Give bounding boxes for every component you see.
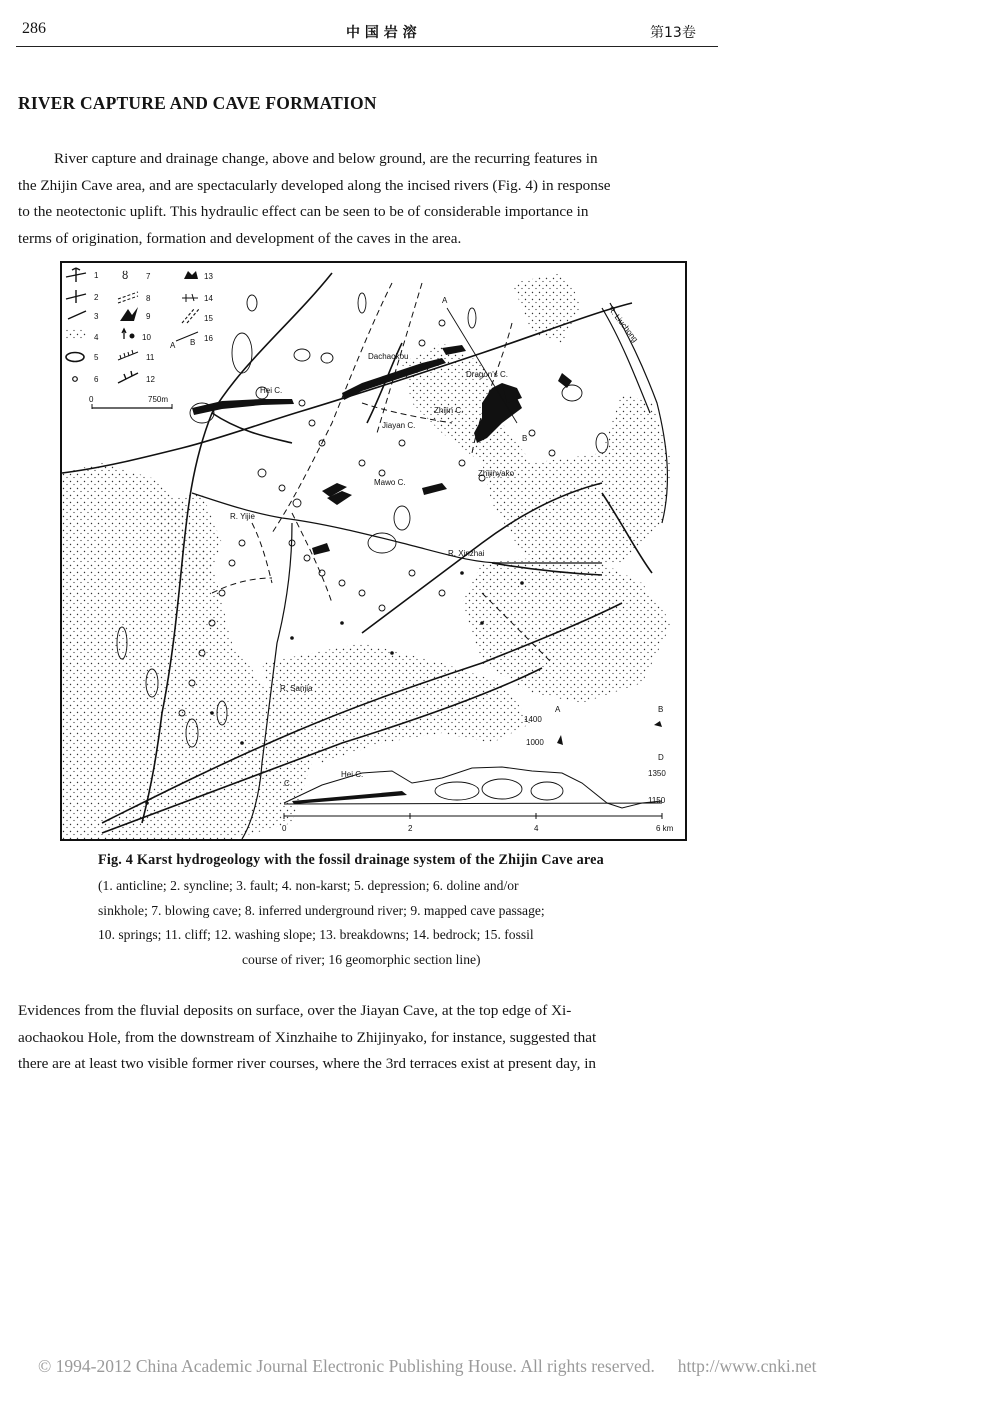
legend-washing-slope-symbol	[118, 371, 138, 383]
label-zhijin-cave: Zhijin C.	[434, 406, 464, 415]
scale-bar	[89, 395, 172, 409]
label-zhijinyako: Zhijinyako	[478, 469, 515, 478]
text-line: aochaokou Hole, from the downstream of Xinzhaihe to Zhijinyako, for instance, suggested that	[18, 1028, 597, 1046]
legend-section-a: A	[170, 341, 176, 350]
profile-label-d: D	[658, 753, 664, 762]
profile-km-6: 6 km	[656, 824, 674, 833]
label-hei-cave: Hei C.	[260, 386, 283, 395]
legend-fossil-river-symbol	[182, 309, 199, 323]
profile-label-c: C	[284, 779, 290, 788]
label-r-sanjia: R. Sanjia	[280, 684, 313, 693]
elev-1150: 1150	[648, 796, 666, 805]
profile-km-0: 0	[282, 824, 287, 833]
section-a-label: A	[442, 296, 448, 305]
journal-title: 中 国 岩 溶	[346, 25, 417, 41]
elev-1350: 1350	[648, 769, 666, 778]
legend-doline-symbol	[73, 377, 78, 382]
legend-cave-passage-symbol	[120, 307, 138, 321]
legend-num: 13	[204, 272, 213, 281]
legend-blowing-cave-symbol: ȣ	[122, 270, 129, 282]
text-line: River capture and drainage change, above and below ground, are the recurring features in	[54, 150, 598, 167]
legend-num: 2	[94, 293, 99, 302]
scale-zero: 0	[89, 395, 94, 404]
caption-line: sinkhole; 7. blowing cave; 8. inferred underground river; 9. mapped cave passage;	[98, 902, 545, 918]
text-line: there are at least two visible former river courses, where the 3rd terraces exist at present day, in	[18, 1055, 597, 1072]
legend-num: 10	[142, 333, 151, 342]
karst-map	[62, 263, 685, 839]
scale-label: 750m	[148, 395, 169, 404]
volume-label: 第13卷	[650, 25, 696, 41]
profile-km-4: 4	[534, 824, 539, 833]
section-title: RIVER CAPTURE AND CAVE FORMATION	[18, 93, 377, 113]
legend-num: 4	[94, 333, 99, 342]
legend-depression-symbol	[66, 353, 84, 362]
legend-num: 8	[146, 294, 151, 303]
caption-line: 10. springs; 11. cliff; 12. washing slope; 13. breakdowns; 14. bedrock; 15. fossil	[98, 927, 534, 942]
copyright-text: © 1994-2012 China Academic Journal Electronic Publishing House. All rights reserved.	[38, 1356, 655, 1376]
legend-cliff-symbol	[118, 350, 138, 360]
legend-breakdown-symbol	[184, 271, 198, 279]
legend-num: 7	[146, 272, 151, 281]
text-line: the Zhijin Cave area, and are spectacularly developed along the incised rivers (Fig. 4) in response	[18, 176, 611, 194]
legend-bedrock-symbol	[182, 294, 198, 302]
profile-label-b: B	[658, 705, 664, 714]
copyright-footer	[38, 1356, 817, 1377]
text-line: terms of origination, formation and development of the caves in the area.	[18, 229, 462, 247]
elev-1000: 1000	[526, 738, 544, 747]
profile-cave-label: Hei C.	[341, 770, 364, 779]
legend-fault-symbol	[68, 311, 86, 319]
caption-line: course of river; 16 geomorphic section line)	[242, 951, 481, 967]
legend-nonkarst-symbol	[66, 329, 86, 339]
legend-num: 3	[94, 312, 99, 321]
legend-num: 16	[204, 334, 213, 343]
figure-caption-body	[98, 874, 658, 972]
legend-num: 15	[204, 314, 213, 323]
text-line: to the neotectonic uplift. This hydraulic effect can be seen to be of considerable importance in	[18, 203, 589, 220]
paragraph-1	[18, 146, 718, 252]
page-number: 286	[22, 20, 46, 37]
legend-anticline-symbol	[66, 268, 86, 282]
profile-label-a: A	[555, 705, 561, 714]
legend-num: 9	[146, 312, 151, 321]
legend-num: 14	[204, 294, 213, 303]
label-r-yijie: R. Yijie	[230, 512, 255, 521]
label-mawo-cave: Mawo C.	[374, 478, 406, 487]
header-rule	[16, 46, 718, 47]
figure-caption-title: Fig. 4 Karst hydrogeology with the fossil drainage system of the Zhijin Cave area	[98, 852, 604, 868]
legend-num: 12	[146, 375, 155, 384]
legend-underground-river-symbol	[118, 292, 138, 303]
label-r-xinzhai: R. Xinzhai	[448, 549, 485, 558]
label-dragons-cave: Dragon's C.	[466, 370, 508, 379]
label-dachaokou: Dachaokou	[368, 352, 409, 361]
text-line: Evidences from the fluvial deposits on surface, over the Jiayan Cave, at the top edge of Xi-	[18, 1002, 572, 1019]
legend	[66, 268, 213, 384]
legend-num: 6	[94, 375, 99, 384]
legend-spring-symbol	[122, 329, 135, 339]
paragraph-2	[18, 998, 718, 1078]
footer-url-link[interactable]: http://www.cnki.net	[677, 1356, 817, 1376]
legend-num: 1	[94, 271, 99, 280]
legend-syncline-symbol	[66, 290, 86, 303]
caption-line: (1. anticline; 2. syncline; 3. fault; 4. non-karst; 5. depression; 6. doline and/or	[98, 878, 519, 893]
legend-num: 5	[94, 353, 99, 362]
section-b-label: B	[522, 434, 528, 443]
profile-km-2: 2	[408, 824, 413, 833]
elev-1400: 1400	[524, 715, 542, 724]
legend-section-b: B	[190, 338, 196, 347]
figure-map	[60, 261, 687, 841]
legend-num: 11	[146, 353, 155, 362]
label-r-liuchong: R. Liuchong	[606, 304, 640, 344]
label-jiayan-cave: Jiayan C.	[382, 421, 416, 430]
